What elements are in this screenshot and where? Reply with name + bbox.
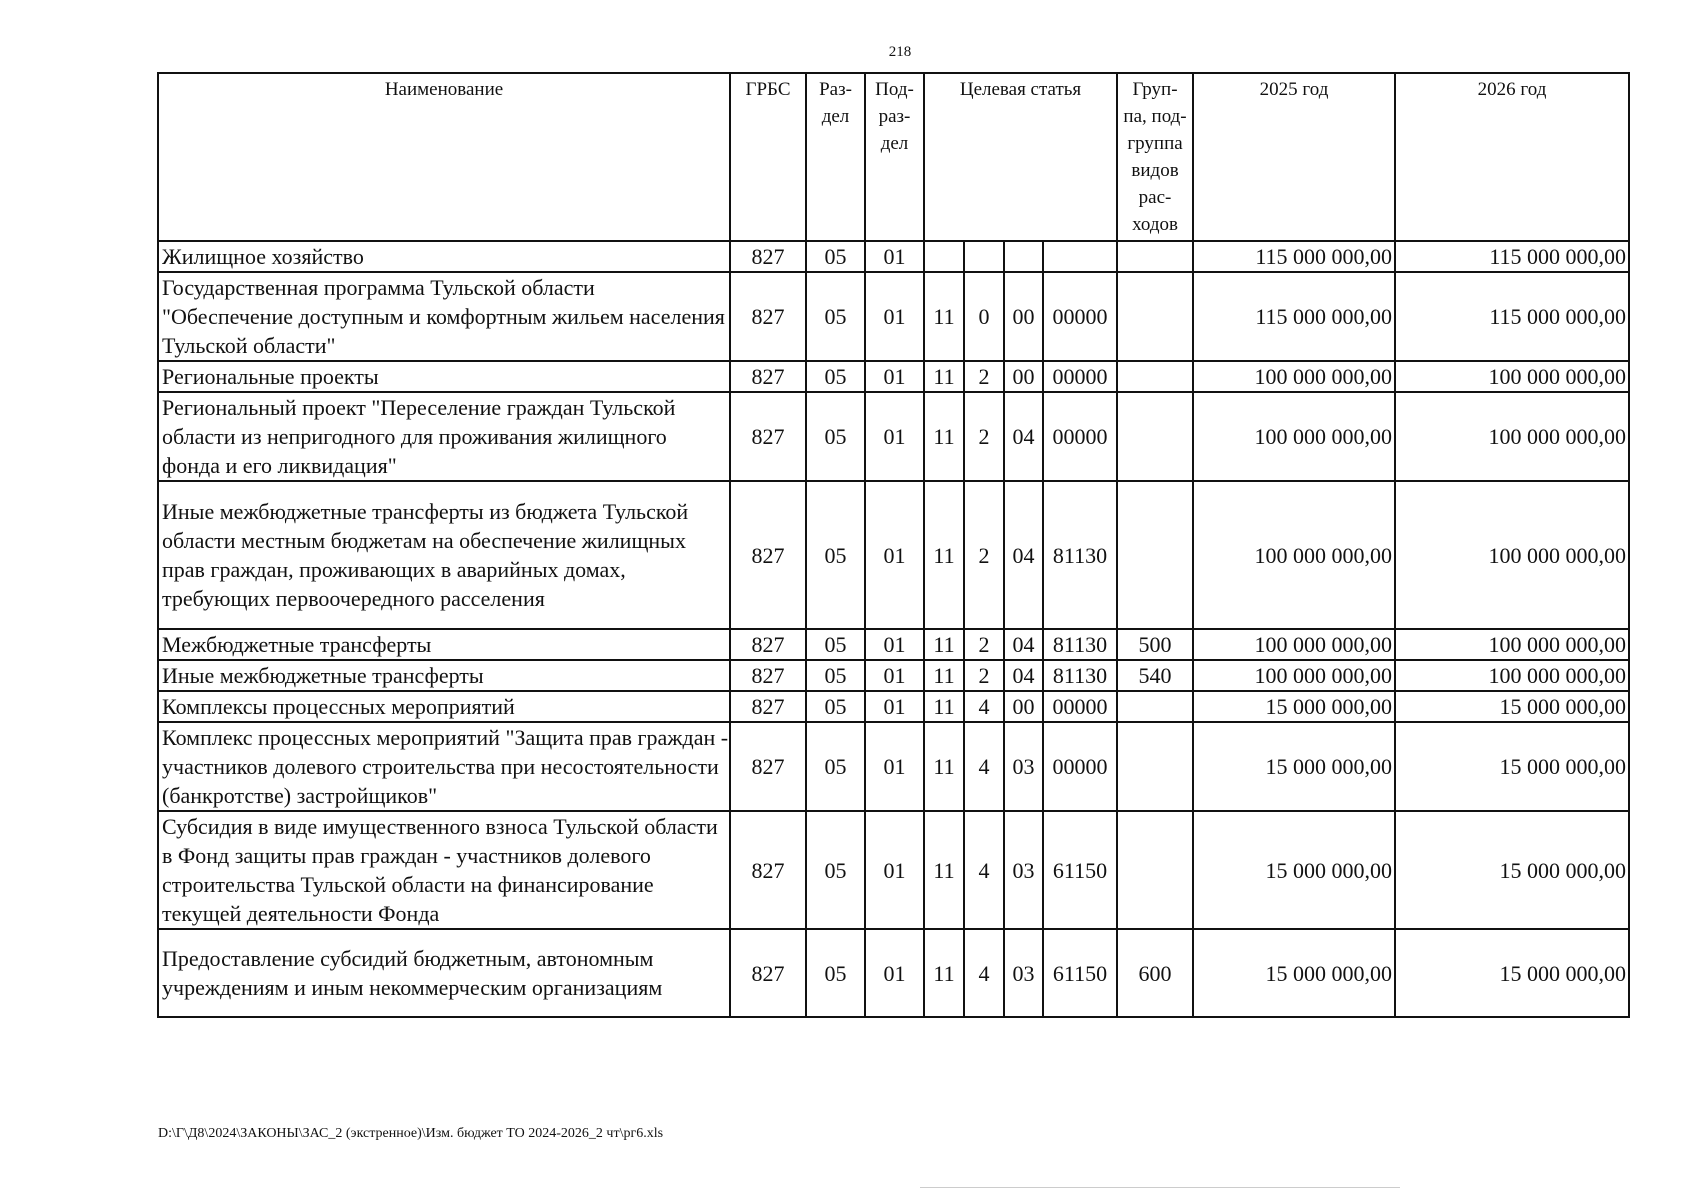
header-2025: 2025 год bbox=[1193, 73, 1395, 241]
cell-t4: 00000 bbox=[1043, 691, 1117, 722]
cell-t4 bbox=[1043, 241, 1117, 272]
cell-y2026: 100 000 000,00 bbox=[1395, 392, 1629, 481]
cell-grbs: 827 bbox=[730, 660, 806, 691]
cell-y2025: 100 000 000,00 bbox=[1193, 361, 1395, 392]
cell-razdel: 05 bbox=[806, 722, 865, 811]
table-row bbox=[158, 722, 1629, 811]
cell-t2: 4 bbox=[964, 691, 1004, 722]
table-row bbox=[158, 660, 1629, 691]
cell-podrazdel: 01 bbox=[865, 392, 924, 481]
cell-t2: 2 bbox=[964, 481, 1004, 629]
cell-y2025: 15 000 000,00 bbox=[1193, 811, 1395, 929]
cell-podrazdel: 01 bbox=[865, 481, 924, 629]
cell-y2026: 115 000 000,00 bbox=[1395, 241, 1629, 272]
cell-name: Комплекс процессных мероприятий "Защита прав граждан - участников долевого строительства при несостоятельности (банкротстве) застройщиков" bbox=[158, 722, 730, 811]
cell-t4: 61150 bbox=[1043, 929, 1117, 1017]
cell-y2025: 100 000 000,00 bbox=[1193, 392, 1395, 481]
cell-t3 bbox=[1004, 241, 1043, 272]
table-row bbox=[158, 272, 1629, 361]
cell-group bbox=[1117, 361, 1193, 392]
budget-table bbox=[157, 72, 1630, 1018]
cell-razdel: 05 bbox=[806, 660, 865, 691]
cell-y2026: 100 000 000,00 bbox=[1395, 361, 1629, 392]
cell-podrazdel: 01 bbox=[865, 929, 924, 1017]
header-grbs: ГРБС bbox=[730, 73, 806, 241]
cell-razdel: 05 bbox=[806, 361, 865, 392]
cell-grbs: 827 bbox=[730, 811, 806, 929]
cell-t1: 11 bbox=[924, 481, 964, 629]
cell-t3: 04 bbox=[1004, 392, 1043, 481]
table-row bbox=[158, 929, 1629, 1017]
cell-name: Жилищное хозяйство bbox=[158, 241, 730, 272]
cell-t4: 81130 bbox=[1043, 660, 1117, 691]
header-expense-group: Груп- па, под- группа видов рас- ходов bbox=[1117, 73, 1193, 241]
cell-t3: 03 bbox=[1004, 722, 1043, 811]
cell-name: Предоставление субсидий бюджетным, автономным учреждениям и иным некоммерческим организациям bbox=[158, 929, 730, 1017]
cell-t3: 03 bbox=[1004, 811, 1043, 929]
cell-y2026: 100 000 000,00 bbox=[1395, 481, 1629, 629]
cell-y2025: 15 000 000,00 bbox=[1193, 929, 1395, 1017]
cell-t2: 4 bbox=[964, 722, 1004, 811]
cell-name: Субсидия в виде имущественного взноса Тульской области в Фонд защиты прав граждан - участников долевого строительства Тульской области на финансирование текущей деятельности Фонда bbox=[158, 811, 730, 929]
cell-y2025: 100 000 000,00 bbox=[1193, 481, 1395, 629]
table-row bbox=[158, 392, 1629, 481]
cell-y2025: 100 000 000,00 bbox=[1193, 629, 1395, 660]
cell-t3: 04 bbox=[1004, 660, 1043, 691]
table-row bbox=[158, 361, 1629, 392]
cell-group bbox=[1117, 722, 1193, 811]
cell-t1: 11 bbox=[924, 361, 964, 392]
table-row bbox=[158, 629, 1629, 660]
cell-grbs: 827 bbox=[730, 691, 806, 722]
cell-y2025: 100 000 000,00 bbox=[1193, 660, 1395, 691]
cell-t2: 0 bbox=[964, 272, 1004, 361]
page-number: 218 bbox=[888, 44, 912, 60]
cell-y2026: 100 000 000,00 bbox=[1395, 629, 1629, 660]
cell-name: Иные межбюджетные трансферты из бюджета Тульской области местным бюджетам на обеспечение жилищных прав граждан, проживающих в аварийных домах, требующих первоочередного расселения bbox=[158, 481, 730, 629]
cell-grbs: 827 bbox=[730, 392, 806, 481]
cell-group bbox=[1117, 272, 1193, 361]
cell-group: 500 bbox=[1117, 629, 1193, 660]
cell-group: 540 bbox=[1117, 660, 1193, 691]
cell-podrazdel: 01 bbox=[865, 629, 924, 660]
cell-t1: 11 bbox=[924, 660, 964, 691]
footer-file-path: D:\Г\Д8\2024\ЗАКОНЫ\ЗАС_2 (экстренное)\Изм. бюджет ТО 2024-2026_2 чт\рг6.xls bbox=[158, 1126, 664, 1141]
cell-t4: 00000 bbox=[1043, 722, 1117, 811]
cell-t4: 00000 bbox=[1043, 272, 1117, 361]
cell-group bbox=[1117, 392, 1193, 481]
cell-t1: 11 bbox=[924, 272, 964, 361]
cell-razdel: 05 bbox=[806, 241, 865, 272]
header-target-article: Целевая статья bbox=[924, 73, 1117, 241]
cell-t3: 04 bbox=[1004, 629, 1043, 660]
cell-razdel: 05 bbox=[806, 392, 865, 481]
header-razdel: Раз- дел bbox=[806, 73, 865, 241]
table-row bbox=[158, 811, 1629, 929]
cell-razdel: 05 bbox=[806, 272, 865, 361]
cell-t3: 00 bbox=[1004, 272, 1043, 361]
cell-group bbox=[1117, 241, 1193, 272]
cell-t3: 00 bbox=[1004, 691, 1043, 722]
cell-y2026: 15 000 000,00 bbox=[1395, 929, 1629, 1017]
cell-t4: 81130 bbox=[1043, 481, 1117, 629]
cell-y2025: 115 000 000,00 bbox=[1193, 241, 1395, 272]
cell-t2 bbox=[964, 241, 1004, 272]
cell-name: Межбюджетные трансферты bbox=[158, 629, 730, 660]
cell-y2026: 15 000 000,00 bbox=[1395, 722, 1629, 811]
cell-t4: 00000 bbox=[1043, 361, 1117, 392]
cell-t3: 03 bbox=[1004, 929, 1043, 1017]
cell-podrazdel: 01 bbox=[865, 272, 924, 361]
cell-name: Государственная программа Тульской области "Обеспечение доступным и комфортным жильем населения Тульской области" bbox=[158, 272, 730, 361]
header-2026: 2026 год bbox=[1395, 73, 1629, 241]
cell-y2026: 15 000 000,00 bbox=[1395, 811, 1629, 929]
cell-t1: 11 bbox=[924, 722, 964, 811]
cell-group bbox=[1117, 691, 1193, 722]
cell-razdel: 05 bbox=[806, 629, 865, 660]
cell-grbs: 827 bbox=[730, 929, 806, 1017]
cell-razdel: 05 bbox=[806, 691, 865, 722]
cell-group bbox=[1117, 811, 1193, 929]
header-podrazdel: Под- раз- дел bbox=[865, 73, 924, 241]
cell-name: Региональный проект "Переселение граждан Тульской области из непригодного для проживания жилищного фонда и его ликвидация" bbox=[158, 392, 730, 481]
cell-razdel: 05 bbox=[806, 811, 865, 929]
cell-y2025: 15 000 000,00 bbox=[1193, 722, 1395, 811]
cell-t2: 2 bbox=[964, 392, 1004, 481]
cell-name: Региональные проекты bbox=[158, 361, 730, 392]
cell-grbs: 827 bbox=[730, 629, 806, 660]
cell-podrazdel: 01 bbox=[865, 361, 924, 392]
table-row bbox=[158, 241, 1629, 272]
cell-t2: 2 bbox=[964, 660, 1004, 691]
cell-t3: 04 bbox=[1004, 481, 1043, 629]
cell-y2025: 115 000 000,00 bbox=[1193, 272, 1395, 361]
cell-razdel: 05 bbox=[806, 481, 865, 629]
cell-y2026: 100 000 000,00 bbox=[1395, 660, 1629, 691]
header-name: Наименование bbox=[158, 73, 730, 241]
cell-y2025: 15 000 000,00 bbox=[1193, 691, 1395, 722]
cell-podrazdel: 01 bbox=[865, 660, 924, 691]
table-row bbox=[158, 691, 1629, 722]
cell-y2026: 115 000 000,00 bbox=[1395, 272, 1629, 361]
cell-grbs: 827 bbox=[730, 272, 806, 361]
cell-t2: 4 bbox=[964, 811, 1004, 929]
cell-grbs: 827 bbox=[730, 361, 806, 392]
cell-name: Комплексы процессных мероприятий bbox=[158, 691, 730, 722]
cell-t4: 00000 bbox=[1043, 392, 1117, 481]
cell-t1: 11 bbox=[924, 811, 964, 929]
cell-t1: 11 bbox=[924, 929, 964, 1017]
scan-artifact-line bbox=[920, 1187, 1400, 1188]
cell-t1: 11 bbox=[924, 392, 964, 481]
cell-t4: 61150 bbox=[1043, 811, 1117, 929]
cell-t1: 11 bbox=[924, 629, 964, 660]
cell-group: 600 bbox=[1117, 929, 1193, 1017]
cell-grbs: 827 bbox=[730, 481, 806, 629]
cell-t1 bbox=[924, 241, 964, 272]
cell-t2: 4 bbox=[964, 929, 1004, 1017]
header-row bbox=[158, 73, 1629, 241]
table-row bbox=[158, 481, 1629, 629]
cell-podrazdel: 01 bbox=[865, 691, 924, 722]
cell-grbs: 827 bbox=[730, 722, 806, 811]
table-body bbox=[158, 241, 1629, 1017]
cell-group bbox=[1117, 481, 1193, 629]
cell-t1: 11 bbox=[924, 691, 964, 722]
cell-t2: 2 bbox=[964, 361, 1004, 392]
cell-t2: 2 bbox=[964, 629, 1004, 660]
cell-podrazdel: 01 bbox=[865, 811, 924, 929]
cell-y2026: 15 000 000,00 bbox=[1395, 691, 1629, 722]
cell-razdel: 05 bbox=[806, 929, 865, 1017]
cell-name: Иные межбюджетные трансферты bbox=[158, 660, 730, 691]
cell-t4: 81130 bbox=[1043, 629, 1117, 660]
cell-podrazdel: 01 bbox=[865, 722, 924, 811]
cell-podrazdel: 01 bbox=[865, 241, 924, 272]
cell-t3: 00 bbox=[1004, 361, 1043, 392]
cell-grbs: 827 bbox=[730, 241, 806, 272]
